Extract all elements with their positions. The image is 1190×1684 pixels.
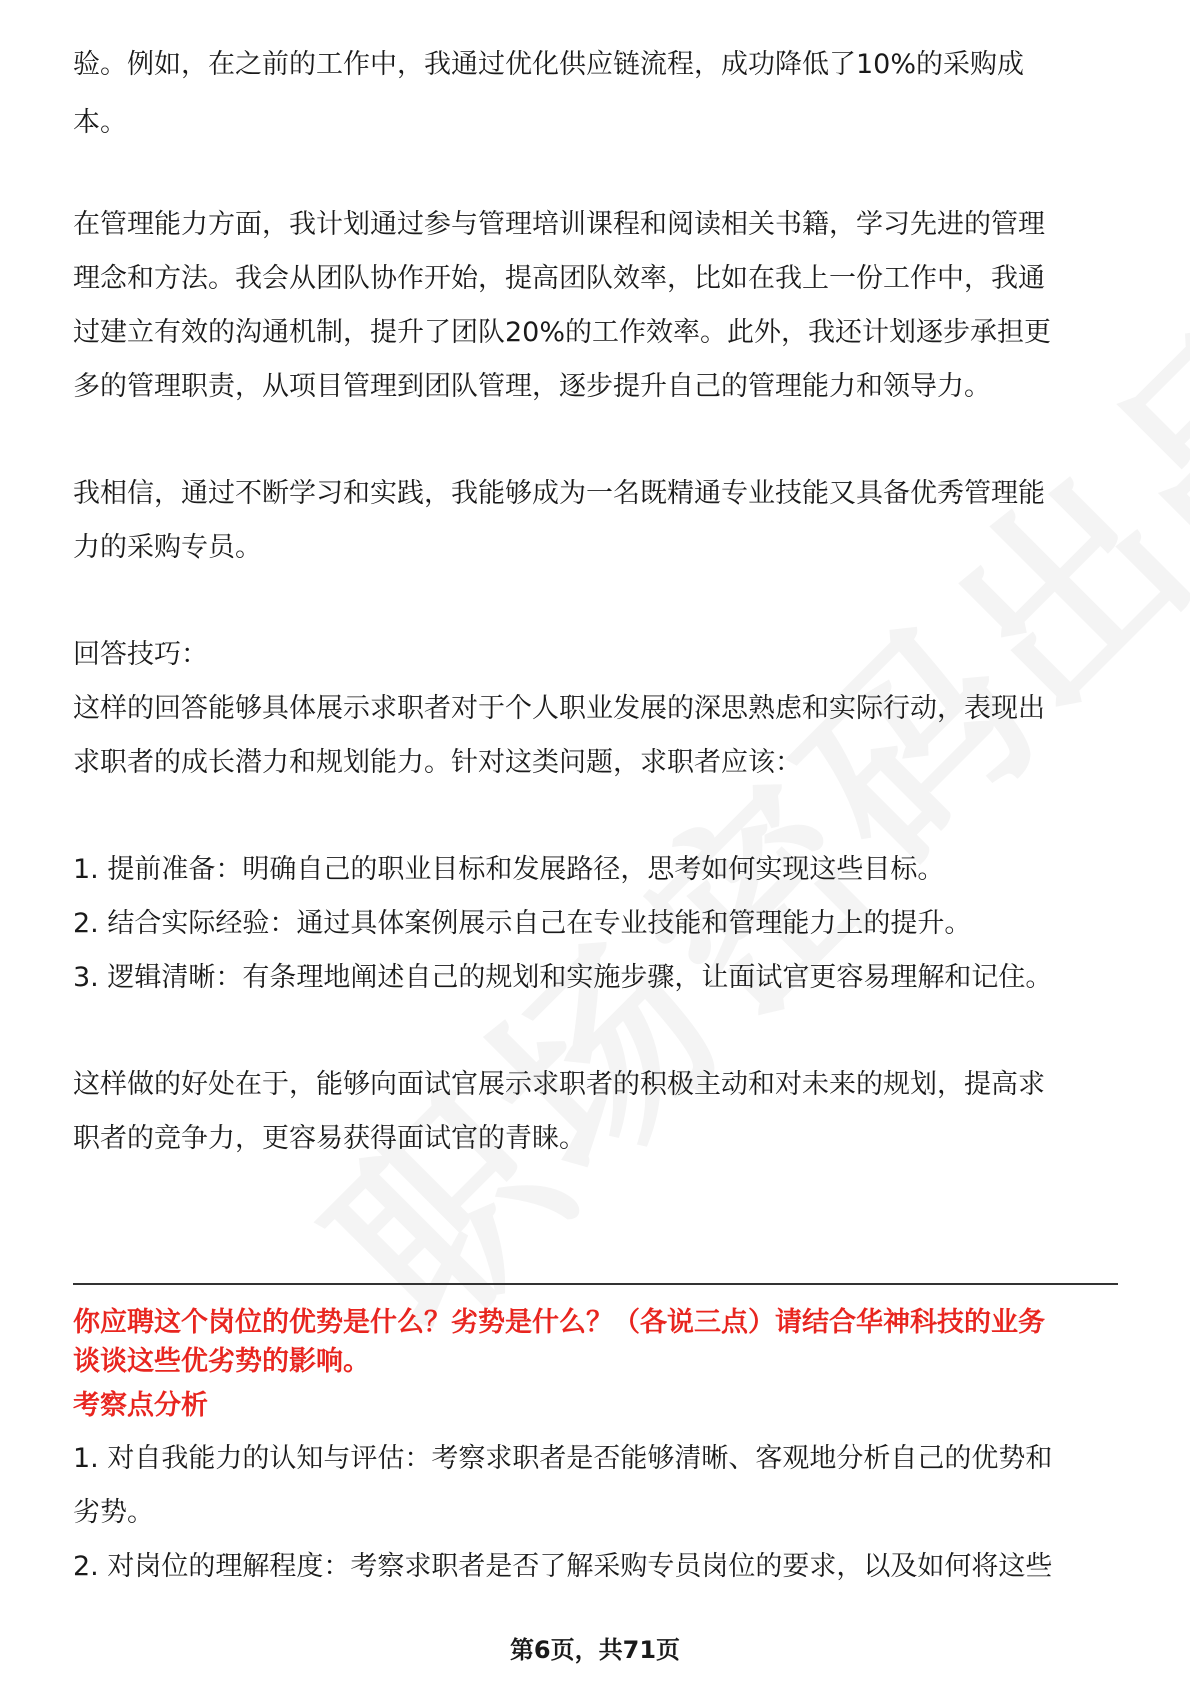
list-item: 3. 逻辑清晰：有条理地阐述自己的规划和实施步骤，让面试官更容易理解和记住。	[73, 962, 1053, 993]
paragraph-line: 多的管理职责，从项目管理到团队管理，逐步提升自己的管理能力和领导力。	[73, 371, 991, 402]
question-heading-line: 你应聘这个岗位的优势是什么？劣势是什么？（各说三点）请结合华神科技的业务	[73, 1307, 1045, 1338]
list-item: 1. 对自我能力的认知与评估：考察求职者是否能够清晰、客观地分析自己的优势和	[73, 1443, 1053, 1474]
paragraph-line: 过建立有效的沟通机制，提升了团队20%的工作效率。此外，我还计划逐步承担更	[73, 317, 1052, 348]
paragraph-line: 求职者的成长潜力和规划能力。针对这类问题，求职者应该：	[73, 747, 802, 778]
question-heading-line: 谈谈这些优劣势的影响。	[73, 1346, 370, 1377]
paragraph-line: 这样做的好处在于，能够向面试官展示求职者的积极主动和对未来的规划，提高求	[73, 1069, 1045, 1100]
paragraph-line: 力的采购专员。	[73, 532, 262, 563]
paragraph-line: 验。例如，在之前的工作中，我通过优化供应链流程，成功降低了10%的采购成	[73, 49, 1025, 80]
page-number: 第6页，共71页	[509, 1636, 681, 1664]
list-item: 1. 提前准备：明确自己的职业目标和发展路径，思考如何实现这些目标。	[73, 854, 945, 885]
paragraph-line: 理念和方法。我会从团队协作开始，提高团队效率，比如在我上一份工作中，我通	[73, 263, 1045, 294]
paragraph-line: 我相信，通过不断学习和实践，我能够成为一名既精通专业技能又具备优秀管理能	[73, 478, 1045, 509]
paragraph-line: 这样的回答能够具体展示求职者对于个人职业发展的深思熟虑和实际行动，表现出	[73, 693, 1045, 724]
section-divider	[73, 1283, 1118, 1285]
analysis-title: 考察点分析	[73, 1390, 208, 1421]
list-item: 2. 对岗位的理解程度：考察求职者是否了解采购专员岗位的要求，以及如何将这些	[73, 1551, 1053, 1582]
paragraph-line: 职者的竞争力，更容易获得面试官的青睐。	[73, 1123, 586, 1154]
list-item: 2. 结合实际经验：通过具体案例展示自己在专业技能和管理能力上的提升。	[73, 908, 972, 939]
paragraph-line: 本。	[73, 107, 127, 138]
tips-label: 回答技巧：	[73, 639, 208, 670]
paragraph-line: 在管理能力方面，我计划通过参与管理培训课程和阅读相关书籍，学习先进的管理	[73, 209, 1045, 240]
list-item: 劣势。	[73, 1497, 154, 1528]
